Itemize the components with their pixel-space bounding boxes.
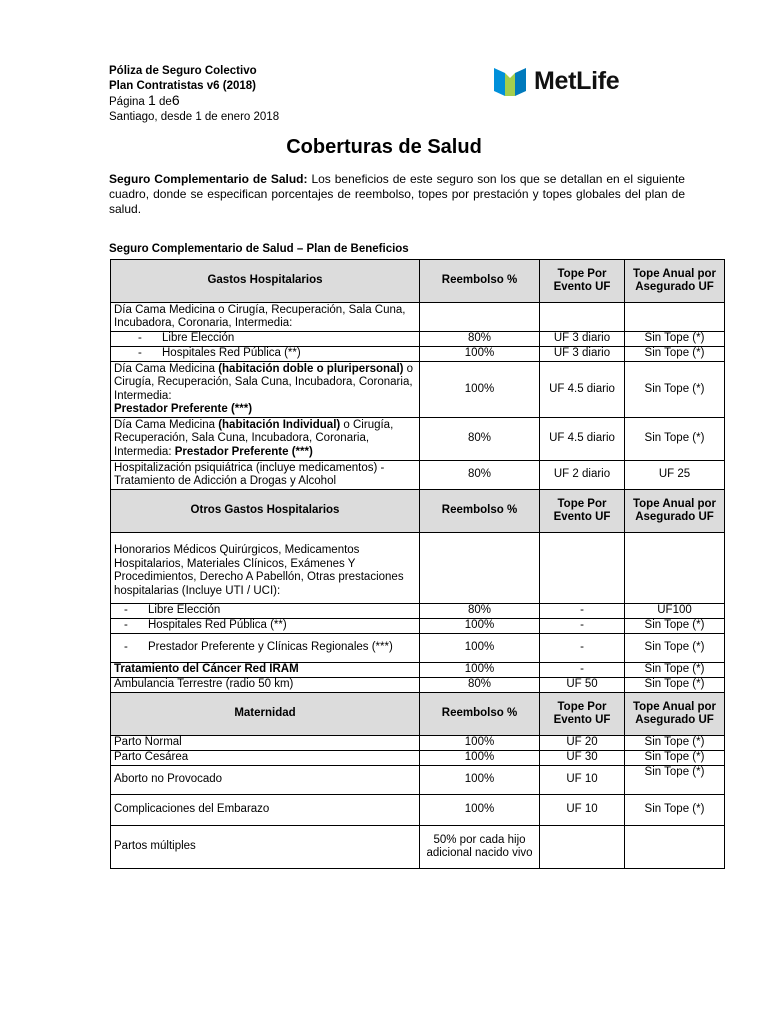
row-label: - Libre Elección (111, 332, 420, 347)
table-header-otros (111, 490, 725, 533)
metlife-logo-icon (494, 66, 526, 96)
column-header: Tope Por Evento UF (540, 260, 625, 303)
benefits-table-title: Seguro Complementario de Salud – Plan de Beneficios (109, 243, 409, 255)
plan-name: Plan Contratistas v6 (2018) (109, 79, 257, 92)
intro-paragraph (109, 172, 685, 217)
policy-name: Póliza de Seguro Colectivo (109, 65, 257, 77)
row-label: Parto Normal (111, 736, 420, 751)
column-header: Reembolso % (420, 490, 540, 533)
column-header: Tope Por Evento UF (540, 693, 625, 736)
logo-text: MetLife (534, 66, 620, 95)
table-row: - Hospitales Red Pública (**) 100% - Sin Tope (*) (111, 619, 725, 634)
page-title: Coberturas de Salud (286, 136, 482, 158)
row-label: - Hospitales Red Pública (**) (111, 619, 420, 634)
table-row: Aborto no Provocado 100% UF 10 Sin Tope (*) (111, 766, 725, 795)
row-label: - Prestador Preferente y Clínicas Regionales (***) (111, 634, 420, 663)
page-current: 1 (148, 92, 156, 108)
row-label: Día Cama Medicina o Cirugía, Recuperación, Sala Cuna, Incubadora, Coronaria, Intermedia: (111, 303, 420, 332)
row-label: Partos múltiples (111, 826, 420, 869)
row-label: - Libre Elección (111, 604, 420, 619)
table-row: Parto Normal 100% UF 20 Sin Tope (*) (111, 736, 725, 751)
metlife-logo (494, 66, 619, 96)
table-row: Ambulancia Terrestre (radio 50 km) 80% UF 50 Sin Tope (*) (111, 678, 725, 693)
column-header: Tope Anual por Asegurado UF (625, 490, 725, 533)
section-header: Gastos Hospitalarios (111, 260, 420, 303)
table-row (111, 533, 725, 604)
column-header: Reembolso % (420, 260, 540, 303)
benefits-table (110, 259, 725, 869)
table-row: Complicaciones del Embarazo 100% UF 10 Sin Tope (*) (111, 795, 725, 826)
table-row: Parto Cesárea 100% UF 30 Sin Tope (*) (111, 751, 725, 766)
row-label: Día Cama Medicina (habitación Individual) o Cirugía, Recuperación, Sala Cuna, Incubadora, Coronaria, Intermedia: Prestador Preferente (***) (111, 418, 420, 461)
intro-lead: Seguro Complementario de Salud: (109, 172, 308, 186)
column-header: Reembolso % (420, 693, 540, 736)
table-row: - Hospitales Red Pública (**) 100% UF 3 diario Sin Tope (*) (111, 347, 725, 362)
row-label: Aborto no Provocado (111, 766, 420, 795)
table-row: - Prestador Preferente y Clínicas Regionales (***) 100% - Sin Tope (*) (111, 634, 725, 663)
table-row: Hospitalización psiquiátrica (incluye medicamentos) - Tratamiento de Adicción a Drogas y Alcohol 80% UF 2 diario UF 25 (111, 461, 725, 490)
row-label: - Hospitales Red Pública (**) (111, 347, 420, 362)
table-header-maternidad (111, 693, 725, 736)
document-header (109, 64, 279, 124)
row-label: Honorarios Médicos Quirúrgicos, Medicamentos Hospitalarios, Materiales Clínicos, Exámenes Y Procedimientos, Derecho A Pabellón, Otras prestaciones hospitalarias (Incluye UTI / UCI): (111, 533, 420, 604)
section-header: Otros Gastos Hospitalarios (111, 490, 420, 533)
table-row: Día Cama Medicina (habitación doble o pluripersonal) o Cirugía, Recuperación, Sala Cuna, Incubadora, Coronaria, Intermedia: Prestador Preferente (***) 100% UF 4.5 diario Sin Tope (*) (111, 362, 725, 418)
table-row (111, 303, 725, 332)
table-row: - Libre Elección 80% UF 3 diario Sin Tope (*) (111, 332, 725, 347)
table-header-gastos (111, 260, 725, 303)
column-header: Tope Anual por Asegurado UF (625, 260, 725, 303)
table-row: Tratamiento del Cáncer Red IRAM 100% - Sin Tope (*) (111, 663, 725, 678)
page-indicator: Página 1 de6 (109, 92, 180, 108)
row-label: Ambulancia Terrestre (radio 50 km) (111, 678, 420, 693)
column-header: Tope Anual por Asegurado UF (625, 693, 725, 736)
row-label: Tratamiento del Cáncer Red IRAM (111, 663, 420, 678)
table-row: Día Cama Medicina (habitación Individual) o Cirugía, Recuperación, Sala Cuna, Incubadora, Coronaria, Intermedia: Prestador Preferente (***) 80% UF 4.5 diario Sin Tope (*) (111, 418, 725, 461)
row-label: Hospitalización psiquiátrica (incluye medicamentos) - Tratamiento de Adicción a Drogas y Alcohol (111, 461, 420, 490)
section-header: Maternidad (111, 693, 420, 736)
row-label: Parto Cesárea (111, 751, 420, 766)
intro-body: Los beneficios de este seguro son los que se detallan en el siguiente cuadro, donde se especifican porcentajes de reembolso, topes por prestación y topes globales del plan de salud. (109, 172, 685, 216)
column-header: Tope Por Evento UF (540, 490, 625, 533)
row-label: Complicaciones del Embarazo (111, 795, 420, 826)
page-total: 6 (171, 92, 180, 108)
table-row: Partos múltiples 50% por cada hijo adicional nacido vivo (111, 826, 725, 869)
row-label: Día Cama Medicina (habitación doble o pluripersonal) o Cirugía, Recuperación, Sala Cuna, Incubadora, Coronaria, Intermedia: Prestador Preferente (***) (111, 362, 420, 418)
place-date: Santiago, desde 1 de enero 2018 (109, 110, 280, 123)
table-row: - Libre Elección 80% - UF100 (111, 604, 725, 619)
